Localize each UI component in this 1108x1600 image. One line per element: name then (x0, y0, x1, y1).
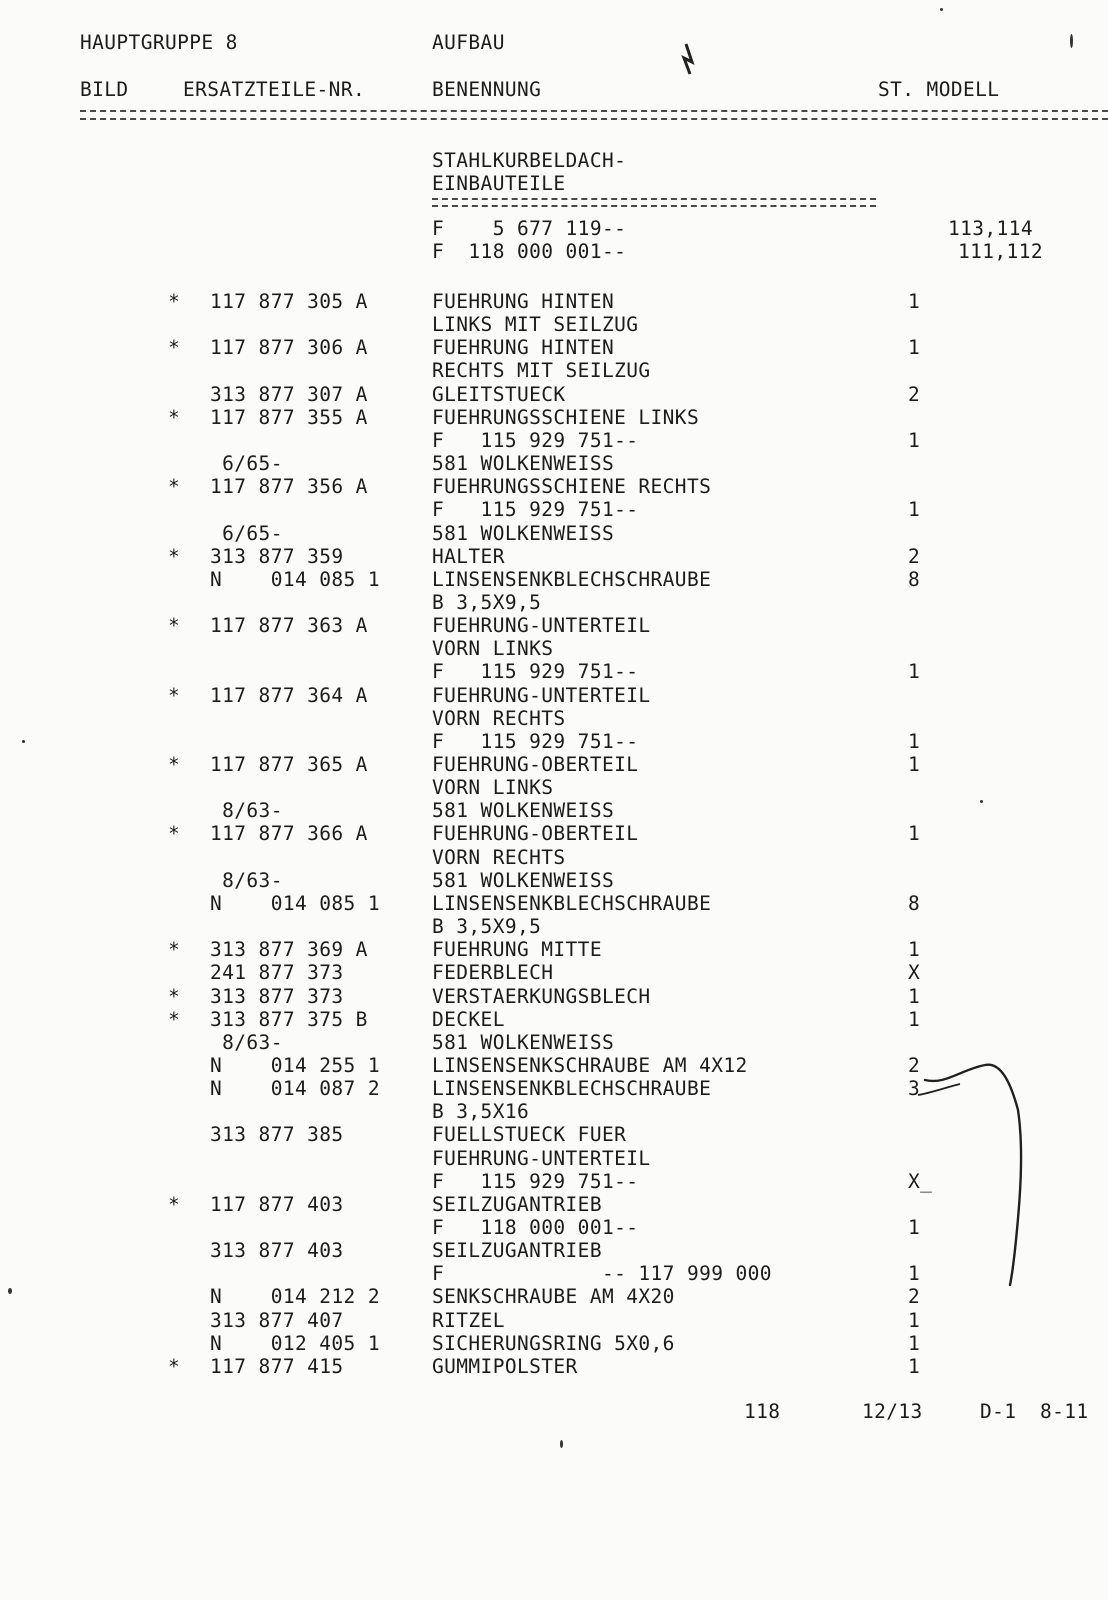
footer-ref-2: 8-11 (1040, 1400, 1089, 1423)
row-qty: 1 (908, 1308, 921, 1332)
row-part: N 014 087 2 (210, 1077, 380, 1101)
row-name: B 3,5X9,5 (432, 590, 542, 614)
row-part: 241 877 373 (210, 961, 344, 985)
row-star: * (168, 405, 181, 429)
column-header-bild: BILD (80, 78, 129, 101)
scan-speck (980, 800, 983, 803)
row-name: FUEHRUNG-UNTERTEIL (432, 683, 651, 707)
row-qty: X (908, 961, 921, 985)
row-part: 313 877 359 (210, 544, 344, 568)
row-qty: X_ (908, 1169, 933, 1193)
scan-speck (940, 8, 943, 11)
row-name: F -- 117 999 000 (432, 1262, 772, 1286)
row-qty: 1 (908, 984, 921, 1008)
row-qty: 1 (908, 822, 921, 846)
row-qty: 1 (908, 1216, 921, 1239)
row-qty: 2 (908, 1285, 921, 1309)
row-name: FEDERBLECH (432, 961, 554, 985)
scan-speck (560, 1440, 563, 1448)
row-name: 581 WOLKENWEISS (432, 452, 615, 476)
row-part: N 014 255 1 (210, 1053, 380, 1077)
range-models-2: 111,112 (958, 240, 1043, 263)
row-qty: 2 (908, 382, 921, 406)
column-header-qty-model: ST. MODELL (878, 78, 1000, 101)
row-part: 117 877 356 A (210, 475, 368, 499)
row-name: GLEITSTUECK (432, 382, 566, 406)
column-header-part-number: ERSATZTEILE-NR. (183, 78, 366, 101)
row-star: * (168, 614, 181, 638)
range-from-2: F 118 000 001-- (432, 240, 627, 263)
row-part: N 014 085 1 (210, 567, 380, 591)
row-star: * (168, 938, 181, 962)
row-qty: 1 (908, 336, 921, 360)
row-name: F 115 929 751-- (432, 660, 639, 684)
row-name: FUEHRUNG MITTE (432, 938, 602, 962)
group-heading: HAUPTGRUPPE 8 (80, 31, 238, 54)
row-qty: 1 (908, 290, 921, 313)
row-qty: 1 (908, 660, 921, 684)
row-name: B 3,5X16 (432, 1100, 530, 1124)
row-name: F 115 929 751-- (432, 729, 639, 753)
section-title-line2: EINBAUTEILE (432, 172, 566, 195)
row-name: 581 WOLKENWEISS (432, 799, 615, 823)
column-header-name: BENENNUNG (432, 78, 542, 101)
row-name: HALTER (432, 544, 505, 568)
scan-speck (22, 740, 25, 743)
row-part: 6/65- (210, 452, 283, 476)
row-name: F 115 929 751-- (432, 428, 639, 452)
row-part: 313 877 373 (210, 984, 344, 1008)
footer-ref-1: D-1 (980, 1400, 1017, 1423)
row-star: * (168, 984, 181, 1008)
row-name: LINKS MIT SEILZUG (432, 313, 639, 337)
row-qty: 8 (908, 567, 921, 591)
row-part: 313 877 385 (210, 1123, 344, 1147)
row-star: * (168, 1192, 181, 1216)
row-qty: 1 (908, 1331, 921, 1355)
footer-page-number: 118 (744, 1400, 781, 1423)
row-name: VORN LINKS (432, 637, 554, 661)
row-part: 117 877 364 A (210, 683, 368, 707)
row-qty: 1 (908, 498, 921, 522)
row-part: 8/63- (210, 868, 283, 892)
row-name: SENKSCHRAUBE AM 4X20 (432, 1285, 675, 1309)
row-name: LINSENSENKBLECHSCHRAUBE (432, 1077, 712, 1101)
row-part: 117 877 403 (210, 1192, 344, 1216)
row-star: * (168, 475, 181, 499)
row-name: LINSENSENKBLECHSCHRAUBE (432, 891, 712, 915)
row-name: SICHERUNGSRING 5X0,6 (432, 1331, 675, 1355)
row-part: 8/63- (210, 1030, 283, 1054)
row-qty: 1 (908, 753, 921, 776)
row-part: 313 877 375 B (210, 1007, 368, 1031)
row-name: SEILZUGANTRIEB (432, 1192, 602, 1216)
row-part: 313 877 403 (210, 1239, 344, 1263)
row-part: N 014 212 2 (210, 1285, 380, 1309)
row-name: FUEHRUNG HINTEN (432, 336, 615, 360)
row-name: VERSTAERKUNGSBLECH (432, 984, 651, 1008)
row-name: FUEHRUNG-OBERTEIL (432, 753, 639, 776)
row-star: * (168, 753, 181, 776)
row-star: * (168, 290, 181, 313)
row-star: * (168, 1007, 181, 1031)
row-name: LINSENSENKSCHRAUBE AM 4X12 (432, 1053, 748, 1077)
row-name: FUEHRUNG-UNTERTEIL (432, 614, 651, 638)
row-name: FUEHRUNGSSCHIENE LINKS (432, 405, 700, 429)
row-qty: 1 (908, 1007, 921, 1031)
row-qty: 1 (908, 1262, 921, 1286)
row-part: 117 877 355 A (210, 405, 368, 429)
row-name: 581 WOLKENWEISS (432, 521, 615, 545)
row-part: 117 877 365 A (210, 753, 368, 776)
row-part: 313 877 407 (210, 1308, 344, 1332)
section-title-line1: STAHLKURBELDACH- (432, 149, 627, 172)
row-part: 117 877 415 (210, 1354, 344, 1378)
row-name: F 118 000 001-- (432, 1216, 639, 1239)
row-name: FUEHRUNG HINTEN (432, 290, 615, 313)
row-name: 581 WOLKENWEISS (432, 868, 615, 892)
scan-speck (8, 1288, 12, 1294)
row-name: SEILZUGANTRIEB (432, 1239, 602, 1263)
row-name: F 115 929 751-- (432, 1169, 639, 1193)
row-qty: 2 (908, 544, 921, 568)
row-name: VORN LINKS (432, 776, 554, 800)
footer-date: 12/13 (862, 1400, 923, 1423)
row-part: 117 877 305 A (210, 290, 368, 313)
section-heading: AUFBAU (432, 31, 505, 54)
row-part: 117 877 306 A (210, 336, 368, 360)
row-name: FUEHRUNGSSCHIENE RECHTS (432, 475, 712, 499)
row-star: * (168, 683, 181, 707)
row-qty: 1 (908, 1354, 921, 1378)
row-qty: 3 (908, 1077, 921, 1101)
row-name: F 115 929 751-- (432, 498, 639, 522)
row-name: FUEHRUNG-OBERTEIL (432, 822, 639, 846)
row-star: * (168, 336, 181, 360)
row-star: * (168, 1354, 181, 1378)
row-part: 313 877 369 A (210, 938, 368, 962)
range-from-1: F 5 677 119-- (432, 217, 627, 240)
row-qty: 1 (908, 729, 921, 753)
row-part: 117 877 366 A (210, 822, 368, 846)
row-part: N 014 085 1 (210, 891, 380, 915)
row-name: LINSENSENKBLECHSCHRAUBE (432, 567, 712, 591)
row-name: FUELLSTUECK FUER (432, 1123, 627, 1147)
row-name: RITZEL (432, 1308, 505, 1332)
row-name: VORN RECHTS (432, 706, 566, 730)
row-star: * (168, 544, 181, 568)
row-name: FUEHRUNG-UNTERTEIL (432, 1146, 651, 1170)
row-part: 6/65- (210, 521, 283, 545)
row-name: GUMMIPOLSTER (432, 1354, 578, 1378)
row-part: 117 877 363 A (210, 614, 368, 638)
row-qty: 1 (908, 938, 921, 962)
row-qty: 2 (908, 1053, 921, 1077)
row-name: RECHTS MIT SEILZUG (432, 359, 651, 383)
row-qty: 8 (908, 891, 921, 915)
row-qty: 1 (908, 428, 921, 452)
row-name: DECKEL (432, 1007, 505, 1031)
row-star: * (168, 822, 181, 846)
row-part: 313 877 307 A (210, 382, 368, 406)
row-name: VORN RECHTS (432, 845, 566, 869)
scan-speck (1070, 34, 1073, 48)
row-part: N 012 405 1 (210, 1331, 380, 1355)
row-part: 8/63- (210, 799, 283, 823)
row-name: B 3,5X9,5 (432, 915, 542, 939)
row-name: 581 WOLKENWEISS (432, 1030, 615, 1054)
range-models-1: 113,114 (948, 217, 1033, 240)
